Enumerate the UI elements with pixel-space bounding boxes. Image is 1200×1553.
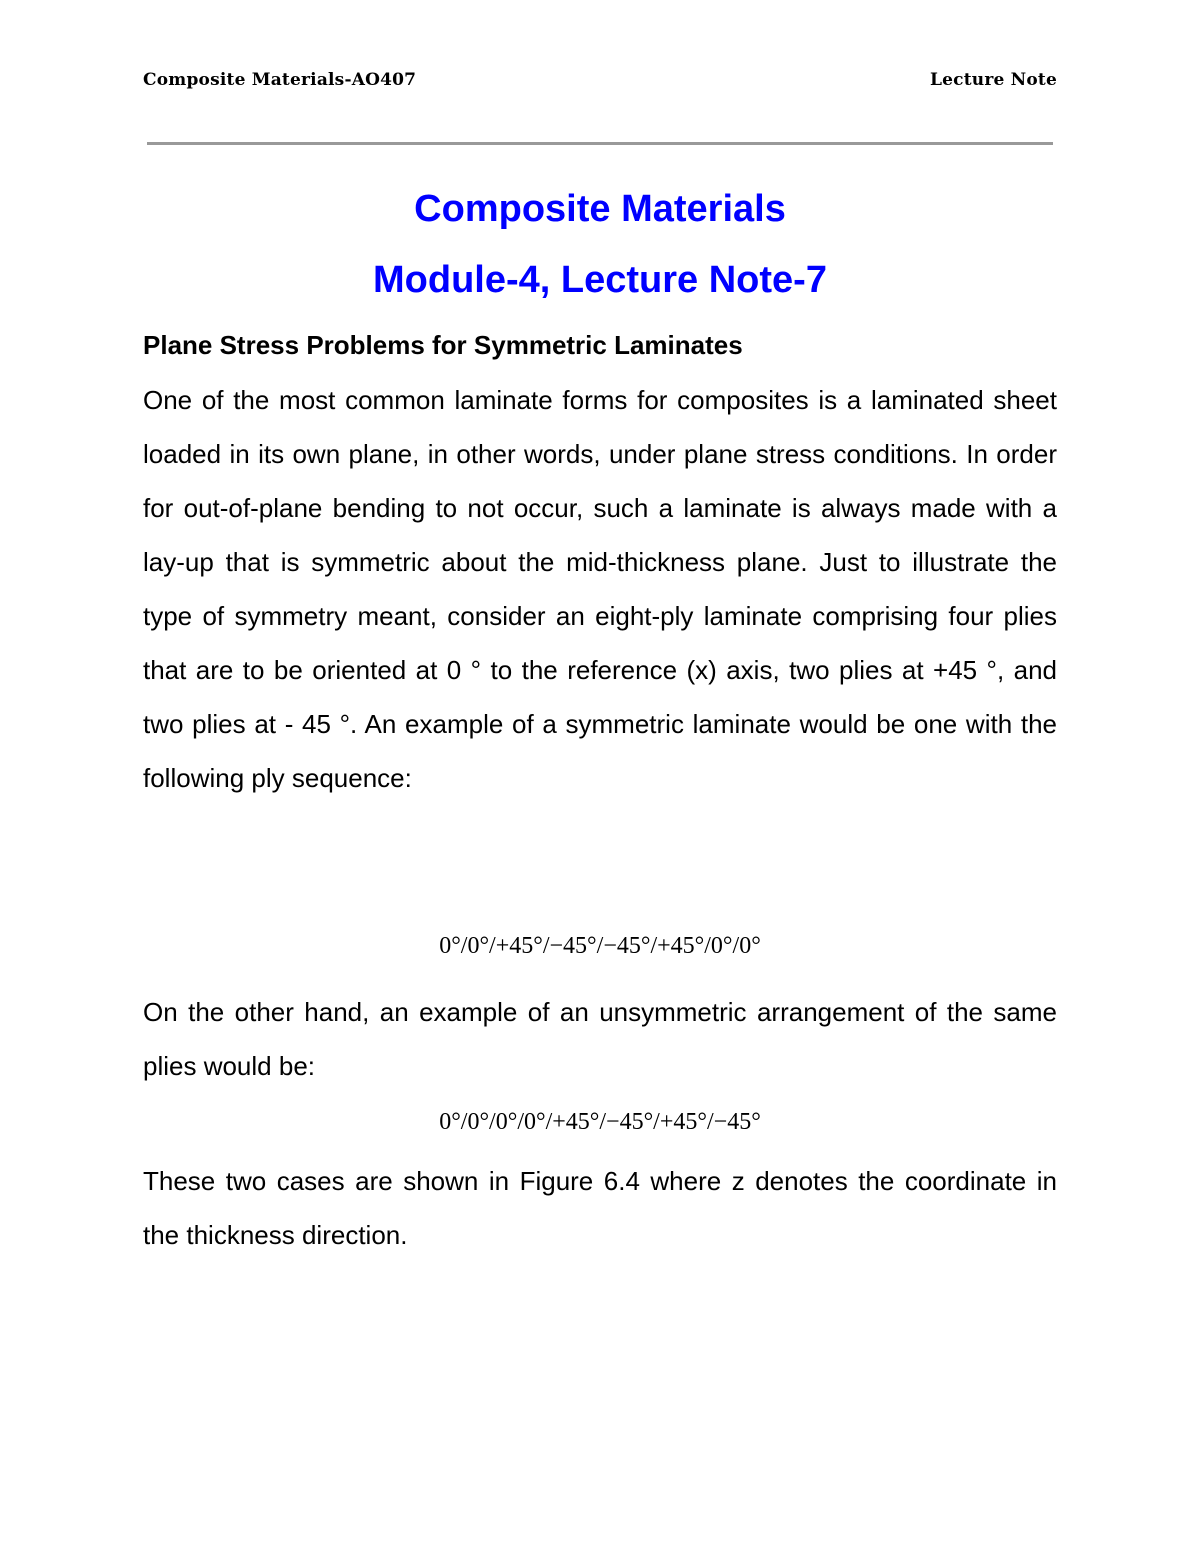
equation-unsymmetric-sequence: 0°/0°/0°/0°/+45°/−45°/+45°/−45° bbox=[439, 1109, 761, 1135]
header-course-title: Composite Materials-AO407 bbox=[143, 70, 417, 90]
paragraph-unsymmetric: On the other hand, an example of an unsymmetric arrangement of the same plies would be: bbox=[143, 997, 1057, 1081]
section-heading: Plane Stress Problems for Symmetric Laminates bbox=[143, 330, 743, 360]
module-subtitle: Module-4, Lecture Note-7 bbox=[373, 259, 827, 301]
header-divider bbox=[147, 142, 1053, 145]
document-title: Composite Materials bbox=[414, 188, 786, 230]
header-lecture-note: Lecture Note bbox=[930, 70, 1057, 90]
paragraph-intro: One of the most common laminate forms for composites is a laminated sheet loaded in its own plane, in other words, under plane stress conditions. In order for out-of-plane bending to not occur, such a laminate is always made with a lay-up that is symmetric about the mid-thickness plane. Just to illustrate the type of symmetry meant, consider an eight-ply laminate comprising four plies that are to be oriented at 0 ° to the reference (x) axis, two plies at +45 °, and two plies at - 45 °. An example of a symmetric laminate would be one with the following ply sequence: bbox=[143, 385, 1057, 793]
equation-symmetric-sequence: 0°/0°/+45°/−45°/−45°/+45°/0°/0° bbox=[439, 933, 761, 959]
page-header bbox=[143, 70, 1057, 100]
paragraph-figure-reference: These two cases are shown in Figure 6.4 where z denotes the coordinate in the thickness direction. bbox=[143, 1166, 1057, 1250]
